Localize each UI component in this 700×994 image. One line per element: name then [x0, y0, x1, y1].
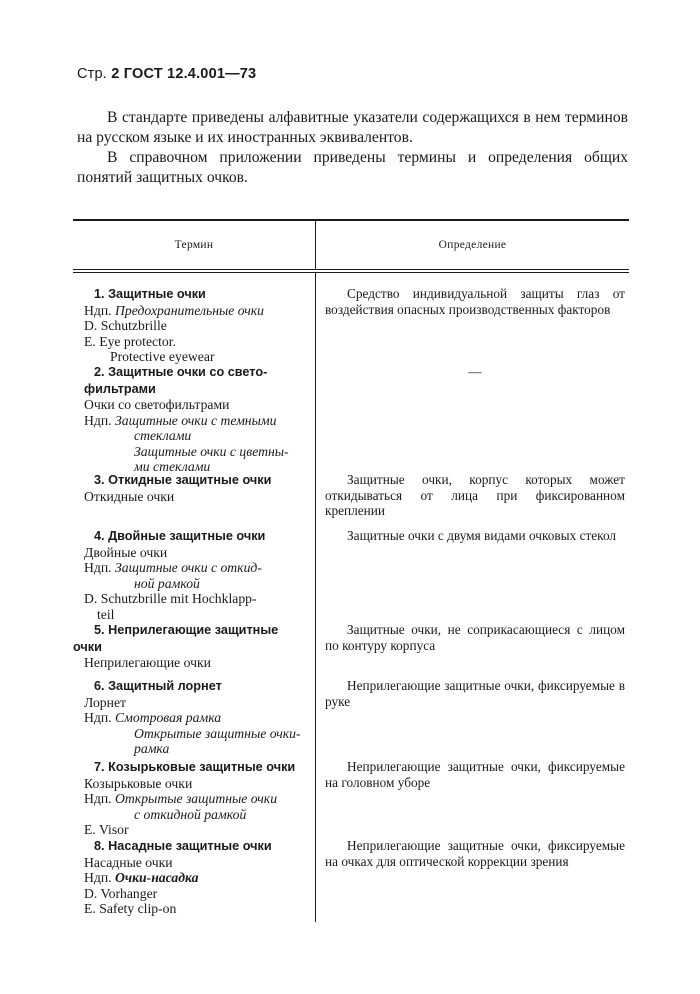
short-term: Двойные очки — [84, 544, 168, 560]
ndp-synonym-cont: ми стеклами — [134, 459, 211, 474]
standard-code: ГОСТ 12.4.001—73 — [123, 66, 257, 82]
definition-text: Защитные очки с двумя видами очковых стекол — [347, 528, 617, 543]
term-name: 5. Неприлегающие защитные — [94, 623, 279, 637]
page-word: Стр. — [77, 66, 108, 82]
intro-paragraph-1: В стандарте приведены алфавитные указатели содержащихся в нем терминов на русском языке и их иностранных эквивалентов. — [77, 109, 628, 146]
ndp-synonym-cont: с откидной рамкой — [134, 806, 247, 822]
table-row — [73, 464, 629, 526]
table-row — [73, 526, 629, 622]
term-cell — [73, 286, 315, 364]
short-term: Откидные очки — [84, 488, 175, 504]
table-row — [73, 614, 629, 669]
ndp-synonym: Предохранительные очки — [115, 302, 265, 318]
term-cell — [73, 622, 315, 669]
definition-cell — [315, 286, 629, 356]
page-number: 2 — [111, 66, 120, 82]
german-term: D. Vorhanger — [84, 885, 158, 901]
ndp-synonym: Защитные очки с откид- — [115, 560, 262, 575]
definition-cell — [315, 838, 629, 922]
german-term-cont: teil — [97, 606, 115, 622]
definition-cell — [315, 759, 629, 829]
ndp-synonym: Очки-насадка — [115, 870, 199, 885]
term-name: 4. Двойные защитные очки — [94, 529, 266, 543]
table-row — [73, 669, 629, 756]
terms-table — [73, 219, 629, 922]
german-term: D. Schutzbrille mit Hochklapp- — [84, 591, 257, 606]
definition-cell — [315, 472, 629, 526]
short-term: Козырьковые очки — [84, 775, 193, 791]
definition-cell — [315, 528, 629, 614]
ndp-synonym-cont: рамка — [134, 741, 170, 756]
term-name: 6. Защитный лорнет — [94, 679, 222, 693]
column-header-definition: Определение — [438, 239, 507, 251]
term-cell — [73, 759, 315, 837]
term-cell — [73, 678, 315, 756]
definition-cell — [315, 364, 629, 464]
term-cell — [73, 838, 315, 922]
table-row — [73, 829, 629, 922]
page-header — [77, 66, 256, 82]
definition-cell — [315, 678, 629, 750]
term-name: 7. Козырьковые защитные очки — [94, 760, 296, 774]
ndp-synonym: Защитные очки с цветны- — [134, 443, 289, 459]
term-name-cont: очки — [73, 639, 102, 654]
ndp-label: Ндп. — [84, 412, 112, 428]
definition-text: Защитные очки, корпус которых может откидываться от лица при фиксированном креплении — [325, 472, 625, 518]
ndp-label: Ндп. — [84, 791, 112, 806]
term-name: 2. Защитные очки со свето- — [94, 365, 268, 379]
german-term: D. Schutzbrille — [84, 318, 167, 333]
term-cell — [73, 528, 315, 622]
table-body — [73, 273, 629, 922]
definition-text: Неприлегающие защитные очки, фиксируемые на головном уборе — [325, 759, 625, 790]
table-header — [73, 221, 629, 269]
term-cell — [73, 364, 315, 474]
term-cell — [73, 472, 315, 526]
ndp-synonym: Открытые защитные очки- — [134, 725, 301, 741]
english-term: E. Eye protector. — [84, 333, 176, 349]
table-row — [73, 356, 629, 474]
term-name: 1. Защитные очки — [94, 287, 206, 301]
intro-paragraph-2: В справочном приложении приведены термины и определения общих понятий защитных очков. — [77, 149, 628, 186]
ndp-label: Ндп. — [84, 560, 112, 575]
ndp-label: Ндп. — [84, 710, 112, 725]
ndp-synonym: Открытые защитные очки — [115, 791, 278, 806]
column-header-term: Термин — [73, 221, 316, 269]
english-term: E. Safety clip-on — [84, 901, 177, 916]
definition-text: Защитные очки, не соприкасающиеся с лицом по контуру корпуса — [325, 622, 625, 653]
ndp-label: Ндп. — [84, 302, 112, 318]
definition-text: Неприлегающие защитные очки, фиксируемые на очках для оптической коррекции зрения — [325, 838, 625, 869]
short-term: Лорнет — [84, 694, 127, 710]
ndp-label: Ндп. — [84, 870, 112, 885]
definition-dash: — — [468, 364, 482, 379]
definition-text: Неприлегающие защитные очки, фиксируемые в руке — [325, 678, 625, 709]
ndp-synonym: Смотровая рамка — [115, 710, 222, 725]
ndp-synonym: Защитные очки с темными — [115, 412, 277, 428]
short-term: Очки со светофильтрами — [84, 397, 230, 412]
table-row — [73, 273, 629, 364]
table-row — [73, 750, 629, 837]
definition-cell — [315, 622, 629, 669]
definition-text: Средство индивидуальной защиты глаз от воздействия опасных производственных факторов — [325, 286, 625, 317]
short-term: Неприлегающие очки — [84, 655, 211, 670]
english-term-alt: Protective eyewear — [110, 349, 215, 364]
intro-text — [77, 108, 628, 188]
short-term: Насадные очки — [84, 854, 173, 870]
term-name: 8. Насадные защитные очки — [94, 839, 272, 853]
term-name: 3. Откидные защитные очки — [94, 473, 272, 487]
ndp-synonym-cont: ной рамкой — [134, 575, 200, 591]
ndp-synonym-cont: стеклами — [134, 428, 192, 443]
english-term: E. Visor — [84, 822, 129, 837]
term-name-cont: фильтрами — [84, 381, 156, 396]
